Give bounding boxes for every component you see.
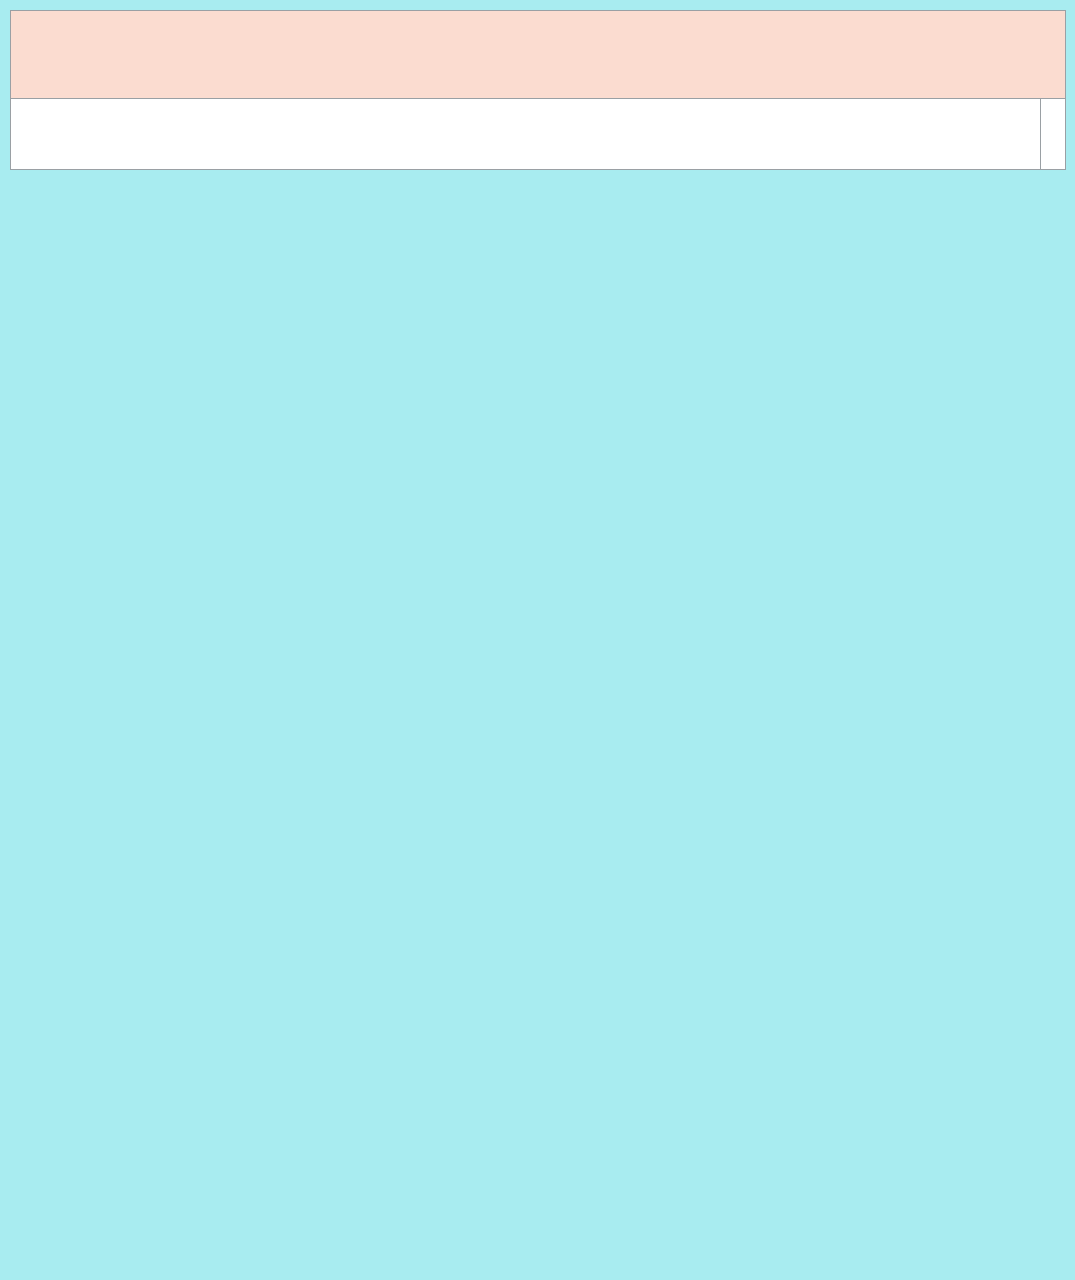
grade-deadline-row xyxy=(11,99,1065,169)
grade-deadline-label xyxy=(1040,99,1065,169)
academic-calendar-table xyxy=(10,10,1066,170)
calendar-title-row xyxy=(11,11,1065,99)
grade-deadline-value xyxy=(1016,99,1040,169)
